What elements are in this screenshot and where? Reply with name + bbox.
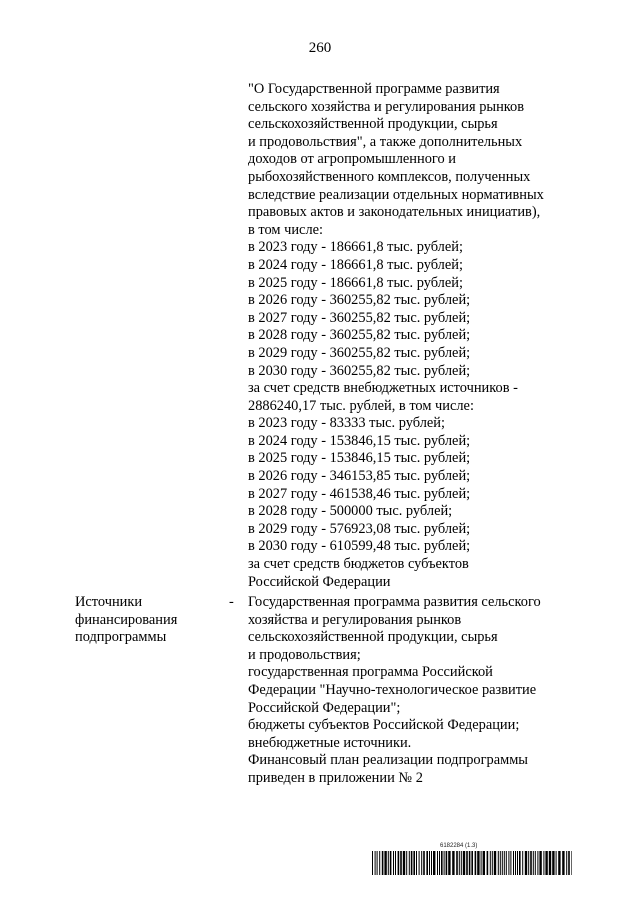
barcode-bar	[456, 851, 458, 875]
barcode-bar	[562, 851, 564, 875]
barcode-bar	[525, 851, 527, 875]
barcode-bar	[448, 851, 450, 875]
barcode-bar	[429, 851, 430, 875]
barcode-bar	[568, 851, 570, 875]
barcode-bar	[566, 851, 567, 875]
text-line: бюджеты субъектов Российской Федерации;	[248, 717, 520, 734]
barcode-bar	[545, 851, 547, 875]
barcode-bar	[406, 851, 407, 875]
barcode-bar	[487, 851, 489, 875]
label-line: подпрограммы	[75, 629, 167, 646]
text-line: в 2028 году - 500000 тыс. рублей;	[248, 503, 453, 520]
sources-dash: -	[229, 594, 234, 610]
text-line: в 2029 году - 360255,82 тыс. рублей;	[248, 344, 471, 361]
text-line: в 2026 году - 346153,85 тыс. рублей;	[248, 468, 471, 485]
barcode-bar	[388, 851, 389, 875]
barcode-bar	[390, 851, 392, 875]
text-line: в 2028 году - 360255,82 тыс. рублей;	[248, 327, 471, 344]
text-line: рыбохозяйственного комплексов, полученных	[248, 168, 531, 185]
barcode-bar	[419, 851, 420, 875]
barcode-bar	[375, 851, 376, 875]
text-line: в 2025 году - 153846,15 тыс. рублей;	[248, 450, 471, 467]
barcode-bar	[398, 851, 400, 875]
text-line: за счет средств бюджетов субъектов	[248, 556, 469, 573]
text-line: Российской Федерации";	[248, 699, 401, 716]
text-line: внебюджетные источники.	[248, 734, 412, 751]
text-line: приведен в приложении № 2	[248, 769, 423, 786]
text-line: в 2030 году - 360255,82 тыс. рублей;	[248, 362, 471, 379]
barcode-bar	[528, 851, 529, 875]
barcode-bar	[552, 851, 554, 875]
barcode-bar	[463, 851, 465, 875]
sources-label	[75, 594, 225, 647]
barcode-bar	[543, 851, 544, 875]
text-line: в 2027 году - 360255,82 тыс. рублей;	[248, 309, 471, 326]
barcode-bar	[490, 851, 491, 875]
barcode-bar	[515, 851, 516, 875]
barcode-bar	[384, 851, 386, 875]
barcode-bar	[535, 851, 536, 875]
text-line: сельского хозяйства и регулирования рынков	[248, 98, 525, 115]
text-line: сельскохозяйственной продукции, сырья	[248, 629, 498, 646]
barcode-bar	[510, 851, 511, 875]
barcode-bar	[571, 851, 572, 875]
text-line: Федерации "Научно-технологическое развитие	[248, 681, 537, 698]
barcode-bar	[469, 851, 471, 875]
text-line: в 2026 году - 360255,82 тыс. рублей;	[248, 292, 471, 309]
text-line: в 2029 году - 576923,08 тыс. рублей;	[248, 520, 471, 537]
text-line: Финансовый план реализации подпрограммы	[248, 752, 528, 769]
barcode-bar	[539, 851, 541, 875]
barcode-bar	[395, 851, 396, 875]
barcode-caption: 6182284 (1.3)	[440, 843, 478, 849]
barcode-bar	[372, 851, 373, 875]
barcode-bar	[477, 851, 479, 875]
barcode-bar	[517, 851, 518, 875]
barcode-bar	[500, 851, 501, 875]
text-line: в 2030 году - 610599,48 тыс. рублей;	[248, 538, 471, 555]
barcode-bar	[498, 851, 499, 875]
sources-content	[248, 594, 588, 788]
text-line: Российской Федерации	[248, 573, 391, 590]
barcode	[372, 851, 572, 875]
barcode-bar	[437, 851, 438, 875]
barcode-bar	[379, 851, 380, 875]
label-line: финансирования	[75, 611, 178, 628]
text-line: хозяйства и регулирования рынков	[248, 611, 462, 628]
barcode-bar	[508, 851, 509, 875]
barcode-bar	[530, 851, 532, 875]
barcode-bar	[413, 851, 415, 875]
barcode-bar	[556, 851, 557, 875]
text-line: 2886240,17 тыс. рублей, в том числе:	[248, 397, 474, 414]
text-line: в 2027 году - 461538,46 тыс. рублей;	[248, 485, 471, 502]
barcode-bar	[431, 851, 432, 875]
barcode-bar	[426, 851, 428, 875]
text-line: в том числе:	[248, 221, 324, 238]
barcode-bar	[423, 851, 425, 875]
barcode-bar	[549, 851, 551, 875]
barcode-bar	[483, 851, 485, 875]
barcode-bar	[459, 851, 460, 875]
barcode-bar	[382, 851, 384, 875]
barcode-bar	[446, 851, 448, 875]
barcode-bar	[481, 851, 482, 875]
barcode-bar	[439, 851, 440, 875]
text-line: доходов от агропромышленного и	[248, 151, 456, 168]
barcode-bar	[502, 851, 503, 875]
barcode-bar	[466, 851, 468, 875]
text-line: сельскохозяйственной продукции, сырья	[248, 116, 498, 133]
barcode-bar	[409, 851, 410, 875]
text-line: в 2024 году - 153846,15 тыс. рублей;	[248, 432, 471, 449]
barcode-bar	[513, 851, 514, 875]
text-line: и продовольствия;	[248, 646, 361, 663]
barcode-bar	[537, 851, 538, 875]
barcode-bar	[519, 851, 521, 875]
label-line: Источники	[75, 594, 143, 610]
barcode-bar	[403, 851, 405, 875]
barcode-bar	[400, 851, 402, 875]
text-line: "О Государственной программе развития	[248, 81, 500, 97]
page-number: 260	[308, 40, 332, 56]
text-line: за счет средств внебюджетных источников -	[248, 380, 518, 397]
text-line: вследствие реализации отдельных нормативных	[248, 186, 544, 203]
barcode-bar	[558, 851, 560, 875]
text-line: в 2025 году - 186661,8 тыс. рублей;	[248, 274, 463, 291]
barcode-bar	[452, 851, 454, 875]
text-line: и продовольствия", а также дополнительных	[248, 133, 523, 150]
barcode-bar	[377, 851, 378, 875]
text-line: в 2023 году - 83333 тыс. рублей;	[248, 415, 445, 432]
text-line: в 2024 году - 186661,8 тыс. рублей;	[248, 256, 463, 273]
barcode-bar	[433, 851, 435, 875]
text-line: Государственная программа развития сельского	[248, 594, 541, 610]
barcode-bar	[475, 851, 477, 875]
barcode-bar	[492, 851, 493, 875]
barcode-bar	[411, 851, 413, 875]
barcode-bar	[444, 851, 445, 875]
barcode-bar	[522, 851, 523, 875]
barcode-bar	[421, 851, 422, 875]
continuation-text	[248, 81, 578, 591]
barcode-bar	[471, 851, 473, 875]
barcode-bar	[533, 851, 534, 875]
barcode-bar	[416, 851, 417, 875]
barcode-bar	[441, 851, 443, 875]
barcode-bar	[504, 851, 505, 875]
text-line: государственная программа Российской	[248, 664, 493, 681]
barcode-bar	[461, 851, 462, 875]
text-line: правовых актов и законодательных инициатив),	[248, 204, 541, 221]
barcode-bar	[393, 851, 394, 875]
text-line: в 2023 году - 186661,8 тыс. рублей;	[248, 239, 463, 256]
barcode-bar	[506, 851, 507, 875]
barcode-bar	[494, 851, 496, 875]
